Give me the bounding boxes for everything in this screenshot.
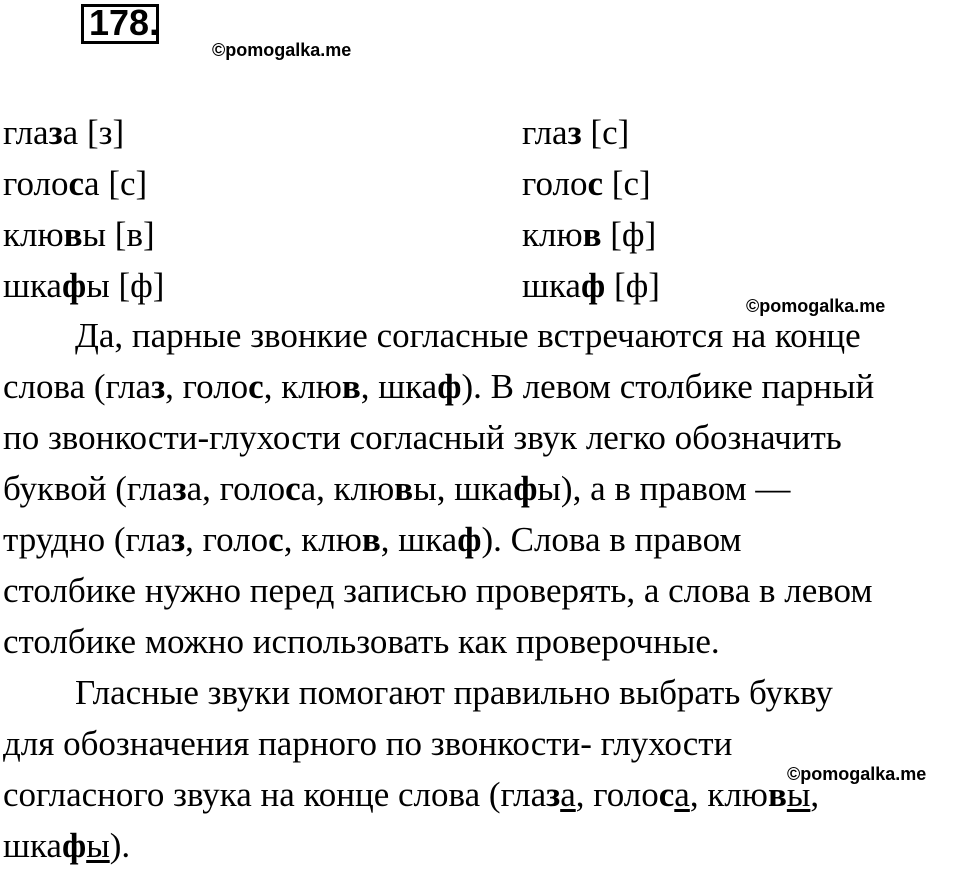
word-part: гла <box>522 113 568 152</box>
left-word-4 <box>3 266 164 306</box>
watermark: ©pomogalka.me <box>212 40 352 60</box>
sound-transcription: [с] <box>108 164 148 203</box>
word-part: гла <box>3 113 49 152</box>
word-bold-letter: ф <box>61 266 87 305</box>
word-part: клю <box>3 215 64 254</box>
word-part: а <box>84 164 100 203</box>
word-part: а <box>62 113 79 152</box>
paragraph-line: Да, парные звонкие согласные встречаются на конце <box>75 316 861 355</box>
word-bold-letter: в <box>63 215 83 254</box>
exercise-number-dot: . <box>149 2 160 43</box>
right-word-3 <box>522 215 656 255</box>
paragraph-line: Гласные звуки помогают правильно выбрать букву <box>75 673 833 712</box>
sound-transcription: [ф] <box>610 215 657 254</box>
paragraph-2 <box>3 667 958 871</box>
paragraph-line: для обозначения парного по звонкости- глухости <box>3 724 733 763</box>
sound-transcription: [с] <box>590 113 630 152</box>
word-part: шка <box>3 266 62 305</box>
left-word-1 <box>3 113 124 153</box>
sound-transcription: [з] <box>86 113 125 152</box>
sound-transcription: [в] <box>114 215 155 254</box>
sound-transcription: [ф] <box>118 266 165 305</box>
sound-transcription: [ф] <box>613 266 660 305</box>
right-word-4 <box>522 266 660 306</box>
word-bold-letter: с <box>587 164 604 203</box>
right-word-1 <box>522 113 629 153</box>
word-part: ы <box>82 215 107 254</box>
word-bold-letter: з <box>567 113 582 152</box>
paragraph-line: слова (глаз, голос, клюв, шкаф). В левом столбике парный <box>3 367 875 406</box>
word-part: шка <box>522 266 581 305</box>
paragraph-line: согласного звука на конце слова (глаза, голоса, клювы, <box>3 775 820 814</box>
word-bold-letter: с <box>68 164 85 203</box>
word-bold-letter: з <box>48 113 63 152</box>
word-part: голо <box>522 164 588 203</box>
word-part: клю <box>522 215 583 254</box>
word-part: ы <box>86 266 110 305</box>
watermark: ©pomogalka.me <box>746 296 886 316</box>
paragraph-1 <box>3 310 958 667</box>
paragraph-line: трудно (глаз, голос, клюв, шкаф). Слова в правом <box>3 520 742 559</box>
paragraph-line: шкафы). <box>3 826 131 865</box>
watermark: ©pomogalka.me <box>787 764 927 784</box>
sound-transcription: [с] <box>611 164 651 203</box>
paragraph-line: по звонкости-глухости согласный звук легко обозначить <box>3 418 842 457</box>
right-word-2 <box>522 164 651 204</box>
word-bold-letter: ф <box>580 266 606 305</box>
exercise-number <box>89 1 159 45</box>
paragraph-line: столбике нужно перед записью проверять, а слова в левом <box>3 571 873 610</box>
left-word-2 <box>3 164 147 204</box>
exercise-number-value: 178 <box>89 2 150 43</box>
word-bold-letter: в <box>582 215 602 254</box>
paragraph-line: буквой (глаза, голоса, клювы, шкафы), а в правом — <box>3 469 791 508</box>
word-part: голо <box>3 164 69 203</box>
paragraph-line: столбике можно использовать как проверочные. <box>3 622 720 661</box>
left-word-3 <box>3 215 155 255</box>
